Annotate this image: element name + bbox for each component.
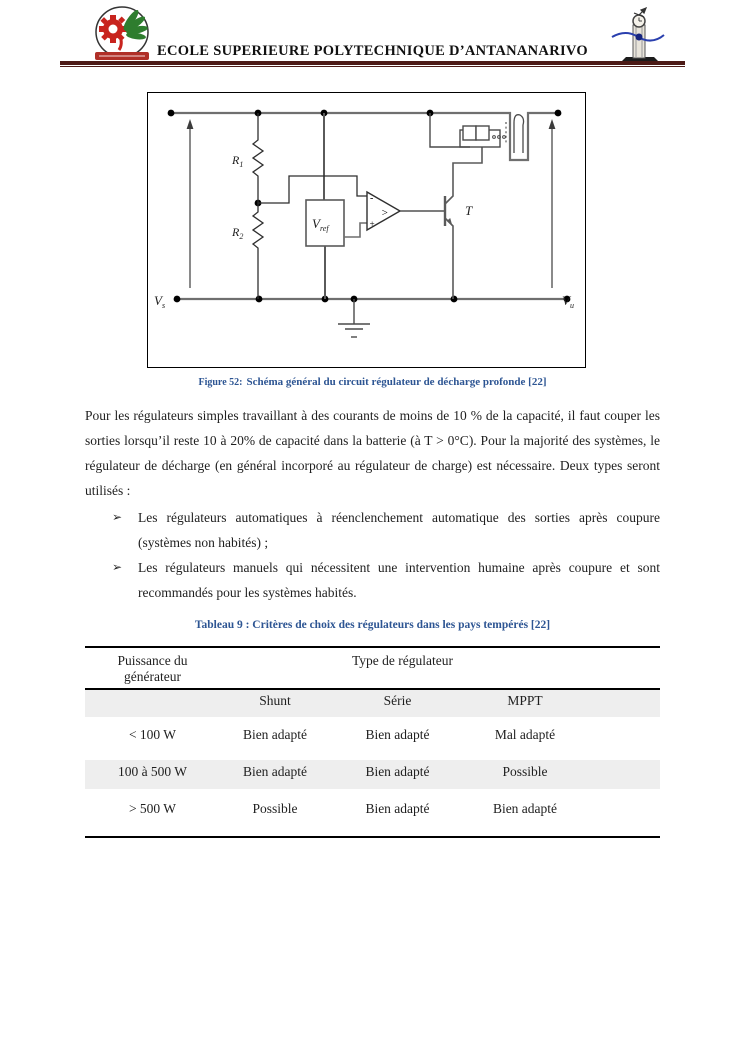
column-group-header-type: Type de régulateur <box>351 653 453 668</box>
cell-shunt: Bien adapté <box>242 764 308 779</box>
cell-shunt: Possible <box>252 801 298 816</box>
cell-mppt: Bien adapté <box>492 801 558 816</box>
label-transistor: T <box>465 203 473 218</box>
department-logo <box>600 7 676 64</box>
cell-mppt: Mal adapté <box>494 727 556 742</box>
vu-arrow <box>549 119 556 288</box>
regulator-criteria-table <box>85 646 660 838</box>
red-gear-icon <box>99 15 127 43</box>
body-paragraph: Pour les régulateurs simples travaillant à des courants de moins de 10 % de la capacité, il faut couper les sorties lorsqu’il reste 10 à 20% de capacité dans la batterie (à T > 0°C). Pour la majorité des systèmes, le régulateur de décharge (en général incorporé au régulateur de charge) est nécessaire. Deux types seront utilisés : <box>85 408 660 498</box>
figure-caption-text: Schéma général du circuit régulateur de décharge profonde [22] <box>246 376 547 388</box>
label-r1: $R_1$ <box>232 153 244 169</box>
opamp-plus-label: + <box>369 219 376 229</box>
feedback-wire <box>258 176 367 203</box>
cell-serie: Bien adapté <box>365 764 430 779</box>
transistor <box>445 147 482 299</box>
opamp-comparator-label: > <box>381 207 389 219</box>
table-subheader-row <box>85 690 660 717</box>
vs-arrow <box>187 119 194 288</box>
arrow-bullet-icon: ➢ <box>112 510 123 524</box>
tower-compass-emblem-icon <box>600 7 676 64</box>
table-title: Tableau 9 : Critères de choix des régulateurs dans les pays tempérés [22] <box>194 619 551 631</box>
opamp <box>367 192 445 230</box>
list-item <box>85 555 660 605</box>
label-vref: $V_{ref}$ <box>312 216 329 233</box>
label-vu: $V_u$ <box>562 293 574 310</box>
figure-caption-prefix: Figure 52: <box>198 377 243 388</box>
list-item-text: Les régulateurs automatiques à réenclenchement automatique des sorties après coupure (systèmes non habités) ; <box>138 510 660 550</box>
subheader-shunt: Shunt <box>259 693 291 708</box>
table-row <box>85 717 660 760</box>
label-vs: $V_s$ <box>154 293 166 310</box>
page-title: ECOLE SUPERIEURE POLYTECHNIQUE D’ANTANANARIVO <box>157 43 588 59</box>
figure-caption <box>0 376 745 388</box>
arrow-bullet-icon: ➢ <box>112 560 123 574</box>
list-item-text: Les régulateurs manuels qui nécessitent une intervention humaine après coupure et sont recommandés pour les systèmes habités. <box>138 560 660 600</box>
table-header-row <box>85 648 660 690</box>
circuit-diagram <box>148 93 585 367</box>
list-item <box>85 505 660 555</box>
table-row <box>85 789 660 836</box>
cell-power: > 500 W <box>128 801 177 816</box>
ground-symbol <box>338 299 370 337</box>
bullet-list <box>85 505 660 605</box>
vref-to-plus-wire <box>344 223 367 237</box>
vref-box <box>306 113 344 299</box>
resistor-r2 <box>253 203 263 299</box>
relay-coil <box>460 126 500 147</box>
cell-power: 100 à 500 W <box>117 764 188 779</box>
column-header-power: Puissance du générateur <box>117 653 188 684</box>
header-rule <box>60 61 685 67</box>
label-r2: $R_2$ <box>232 225 244 241</box>
circuit-figure-box <box>147 92 586 368</box>
opamp-minus-label: - <box>370 193 374 204</box>
resistor-r1 <box>253 113 263 203</box>
cell-serie: Bien adapté <box>365 727 430 742</box>
cell-power: < 100 W <box>128 727 177 742</box>
subheader-serie: Série <box>383 693 412 708</box>
cell-mppt: Possible <box>502 764 548 779</box>
cell-serie: Bien adapté <box>365 801 430 816</box>
cell-shunt: Bien adapté <box>242 727 308 742</box>
subheader-mppt: MPPT <box>507 693 543 708</box>
table-row <box>85 760 660 789</box>
